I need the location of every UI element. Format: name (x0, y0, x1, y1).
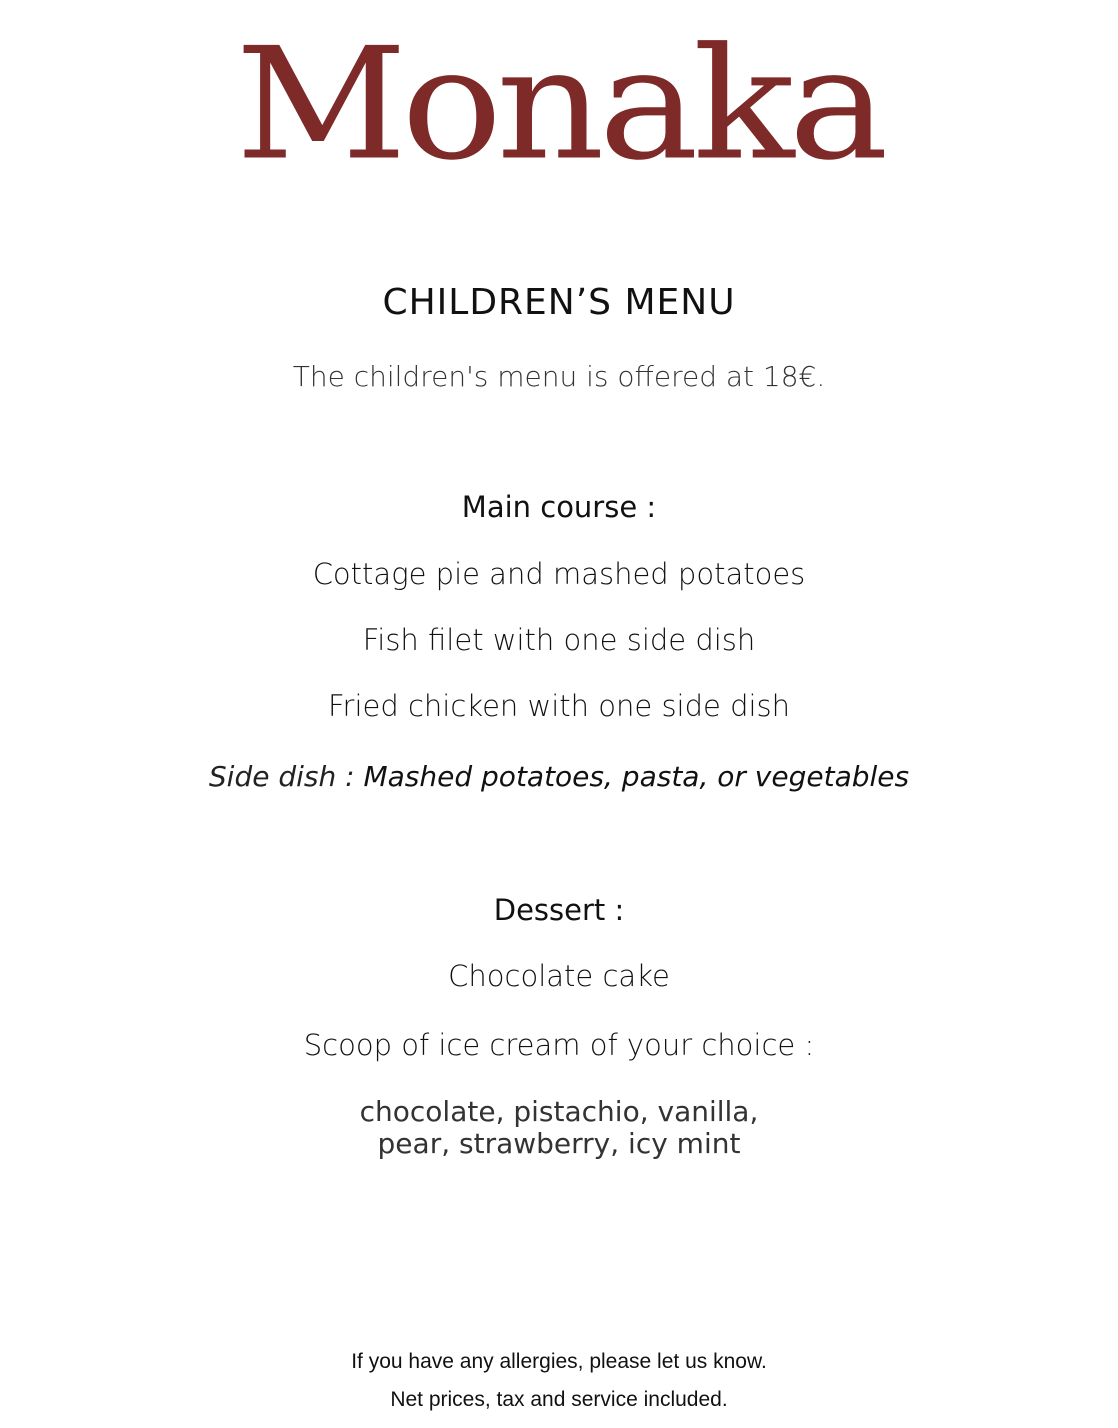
main-course-heading: Main course : (461, 490, 657, 524)
side-dish-line (0, 760, 1118, 793)
ice-cream-flavors-line-2: pear, strawberry, icy mint (377, 1127, 741, 1160)
side-dish-label: Side dish : (208, 760, 355, 793)
dessert-item: Chocolate cake (448, 959, 670, 993)
allergy-note: If you have any allergies, please let us know. (351, 1350, 767, 1373)
ice-cream-flavors-line-1: chocolate, pistachio, vanilla, (359, 1095, 759, 1128)
brand-logo: Monaka (235, 14, 883, 195)
dessert-item: Scoop of ice cream of your choice : (303, 1028, 815, 1062)
main-course-item: Fried chicken with one side dish (327, 689, 791, 723)
dessert-heading: Dessert : (493, 893, 625, 927)
main-course-item: Fish filet with one side dish (362, 623, 756, 657)
main-course-item: Cottage pie and mashed potatoes (312, 557, 806, 591)
menu-price-note: The children's menu is offered at 18€. (292, 360, 826, 393)
side-dish-options: Mashed potatoes, pasta, or vegetables (363, 760, 910, 793)
page-title: CHILDREN’S MENU (382, 282, 736, 323)
footer-price-note: Net prices, tax and service included. (390, 1388, 728, 1411)
